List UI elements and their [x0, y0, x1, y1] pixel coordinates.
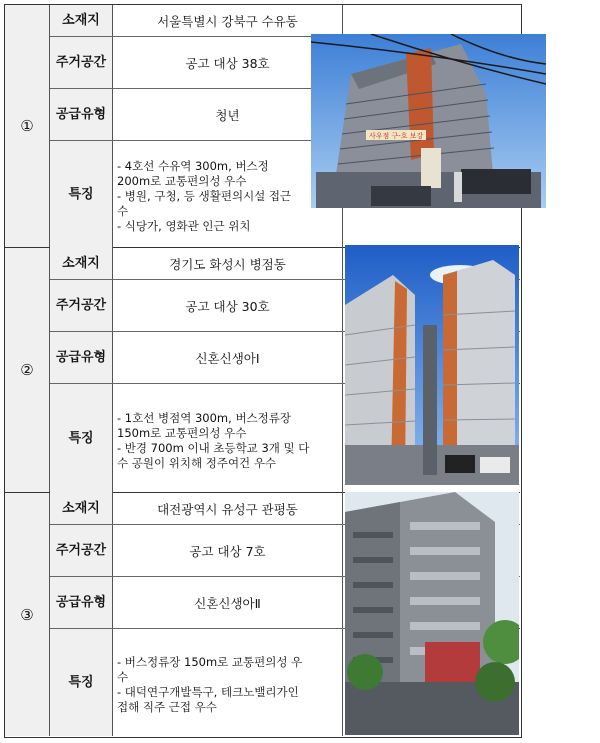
item-number: ③: [5, 493, 50, 736]
value-location: 서울특별시 강북구 수유동: [113, 5, 343, 36]
label-location: 소재지: [50, 248, 113, 279]
value-location: 대전광역시 유성구 관평동: [113, 493, 343, 524]
feature-line: 수: [117, 669, 129, 684]
building-photo-2: [345, 245, 519, 485]
value-location: 경기도 화성시 병점동: [113, 248, 343, 279]
label-features: 특징: [50, 629, 113, 736]
feature-line: 수 공원이 위치해 정주여건 우수: [117, 455, 277, 470]
feature-line: - 4호선 수유역 300m, 버스정: [117, 159, 269, 173]
feature-line: 150m로 교통편의성 우수: [117, 425, 247, 440]
label-housing: 주거 공간: [50, 525, 113, 576]
item-number: ②: [5, 248, 50, 492]
row-location: [50, 5, 520, 37]
label-supply: 공급 유형: [50, 89, 113, 140]
label-housing: 주거 공간: [50, 280, 113, 331]
value-features: [113, 384, 343, 493]
value-housing: 공고 대상 30호: [113, 280, 343, 331]
label-housing: 주거 공간: [50, 37, 113, 88]
value-housing: 공고 대상 7호: [113, 525, 343, 576]
label-supply: 공급 유형: [50, 332, 113, 383]
value-features: [113, 629, 343, 736]
item-number: ①: [5, 5, 50, 247]
building-photo-1: [311, 34, 546, 208]
feature-line: 수: [117, 204, 129, 218]
store-sign-text: 사우점 구-흐 보강: [369, 132, 424, 140]
value-supply: 청년: [113, 89, 343, 140]
label-location: 소재지: [50, 493, 113, 524]
feature-line: 200m로 교통편의성 우수: [117, 174, 247, 188]
feature-line: 접해 직주 근접 우수: [117, 699, 217, 714]
feature-line: - 식당가, 영화관 인근 위치: [117, 219, 251, 233]
label-supply: 공급 유형: [50, 577, 113, 628]
feature-line: - 1호선 병점역 300m, 버스정류장: [117, 410, 291, 425]
feature-line: - 병원, 구청, 등 생활편의시설 접근: [117, 189, 292, 203]
feature-line: - 반경 700m 이내 초등학교 3개 및 다: [117, 440, 310, 455]
building-photo-3: [345, 492, 519, 735]
feature-line: - 대덕연구개발특구, 테크노밸리가인: [117, 684, 299, 699]
label-features: 특징: [50, 141, 113, 248]
value-features: [113, 141, 343, 248]
value-supply: 신혼신생아Ⅰ: [113, 332, 343, 383]
feature-line: - 버스정류장 150m로 교통편의성 우: [117, 654, 303, 669]
label-location: 소재지: [50, 5, 113, 36]
label-features: 특징: [50, 384, 113, 493]
value-housing: 공고 대상 38호: [113, 37, 343, 88]
value-supply: 신혼신생아Ⅱ: [113, 577, 343, 628]
